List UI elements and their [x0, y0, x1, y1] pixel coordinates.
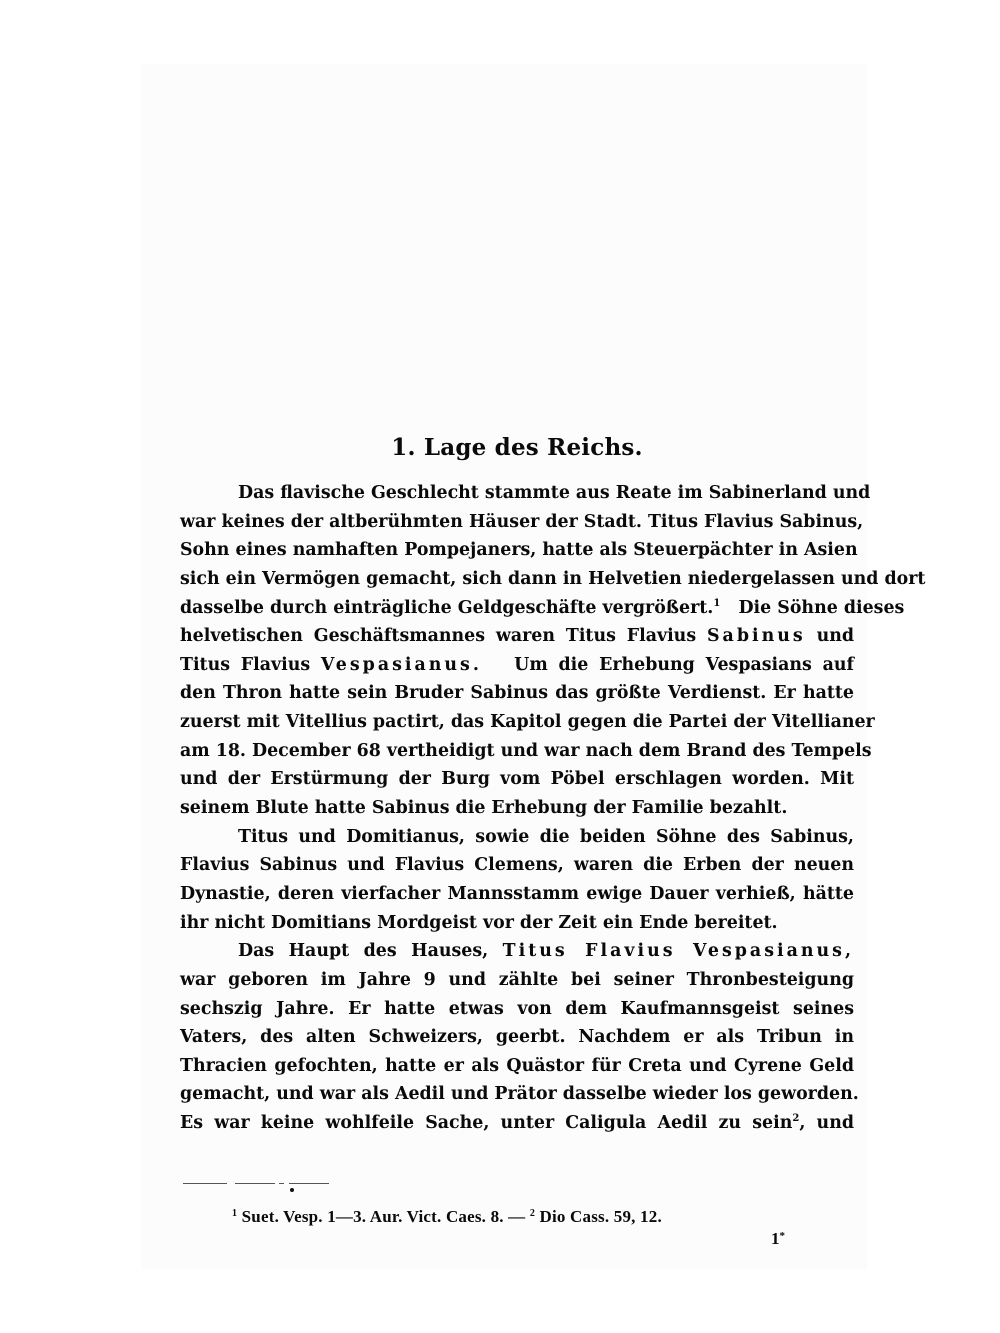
text-line: Thracien gefochten, hatte er als Quästor für Creta und Cyrene Geld: [180, 1055, 854, 1076]
footnote-ref-2[interactable]: 2: [792, 1113, 800, 1125]
text-line: Titus und Domitianus, sowie die beiden Söhne des Sabinus,: [238, 826, 854, 847]
emphasized-name: Vespasianus.: [320, 654, 482, 675]
text-fragment: Die Söhne dieses: [738, 597, 905, 618]
rule-segment: [279, 1183, 284, 1184]
signature-star: *: [779, 1230, 785, 1242]
text-fragment: dasselbe durch einträgliche Geldgeschäfte vergrößert.: [180, 597, 714, 618]
text-line: und der Erstürmung der Burg vom Pöbel erschlagen worden. Mit: [180, 769, 854, 790]
text-line: Sohn eines namhaften Pompejaners, hatte als Steuerpächter in Asien: [180, 540, 858, 561]
footnotes: [232, 1206, 662, 1228]
text-line: Vaters, des alten Schweizers, geerbt. Nachdem er als Tribun in: [180, 1027, 854, 1048]
text-fragment: Um die Erhebung Vespasians auf: [514, 654, 854, 675]
text-line: [180, 651, 854, 680]
text-line: den Thron hatte sein Bruder Sabinus das größte Verdienst. Er hatte: [180, 683, 854, 704]
emphasized-name: Sabinus: [707, 626, 806, 647]
rule-segment: [289, 1183, 329, 1184]
rule-dot: [290, 1188, 294, 1192]
text-line: Das flavische Geschlecht stammte aus Reate im Sabinerland und: [238, 483, 871, 503]
footnote-marker-2: 2: [529, 1208, 536, 1219]
text-line: war keines der altberühmten Häuser der Stadt. Titus Flavius Sabinus,: [180, 511, 864, 532]
text-line: Flavius Sabinus und Flavius Clemens, waren die Erben der neuen: [180, 855, 854, 876]
footnote-2-text: Dio Cass. 59, 12.: [539, 1207, 662, 1226]
text-fragment: helvetischen Geschäftsmannes waren Titus Flavius: [180, 626, 697, 647]
emphasized-name: Titus Flavius Vespasianus,: [502, 941, 854, 962]
text-line: Dynastie, deren vierfacher Mannsstamm ewige Dauer verhieß, hätte: [180, 883, 854, 904]
text-line: sich ein Vermögen gemacht, sich dann in Helvetien niedergelassen und dort: [180, 568, 926, 589]
rule-segment: [235, 1183, 275, 1184]
signature-mark: [771, 1228, 785, 1250]
text-line: sechszig Jahre. Er hatte etwas von dem Kaufmannsgeist seines: [180, 998, 854, 1019]
text-line: [180, 1109, 854, 1138]
text-fragment: Titus Flavius: [180, 654, 311, 675]
text-line: am 18. December 68 vertheidigt und war nach dem Brand des Tempels: [180, 740, 872, 761]
text-line: war geboren im Jahre 9 und zählte bei seiner Thronbesteigung: [180, 969, 854, 990]
footnote-1-text: Suet. Vesp. 1—3. Aur. Vict. Caes. 8. —: [241, 1207, 526, 1226]
section-heading: 1. Lage des Reichs.: [391, 434, 643, 461]
text-line: [180, 594, 905, 623]
text-fragment: und: [816, 626, 855, 647]
text-fragment: Das Haupt des Hauses,: [238, 941, 489, 962]
body-text: [180, 479, 926, 1138]
signature-number: 1: [771, 1229, 780, 1248]
text-fragment: , und: [799, 1113, 855, 1134]
text-line: gemacht, und war als Aedil und Prätor dasselbe wieder los geworden.: [180, 1084, 859, 1105]
text-line: ihr nicht Domitians Mordgeist vor der Zeit ein Ende bereitet.: [180, 912, 778, 933]
text-line: seinem Blute hatte Sabinus die Erhebung der Familie bezahlt.: [180, 798, 788, 819]
text-line: [180, 937, 854, 966]
footnote-separator: [183, 1183, 331, 1195]
rule-segment: [183, 1183, 227, 1184]
footnote-ref-1[interactable]: 1: [713, 597, 721, 609]
footnote-marker-1: 1: [232, 1208, 238, 1219]
text-fragment: Es war keine wohlfeile Sache, unter Caligula Aedil zu sein: [180, 1113, 793, 1134]
text-line: [180, 622, 854, 651]
text-line: zuerst mit Vitellius pactirt, das Kapitol gegen die Partei der Vitellianer: [180, 712, 875, 733]
